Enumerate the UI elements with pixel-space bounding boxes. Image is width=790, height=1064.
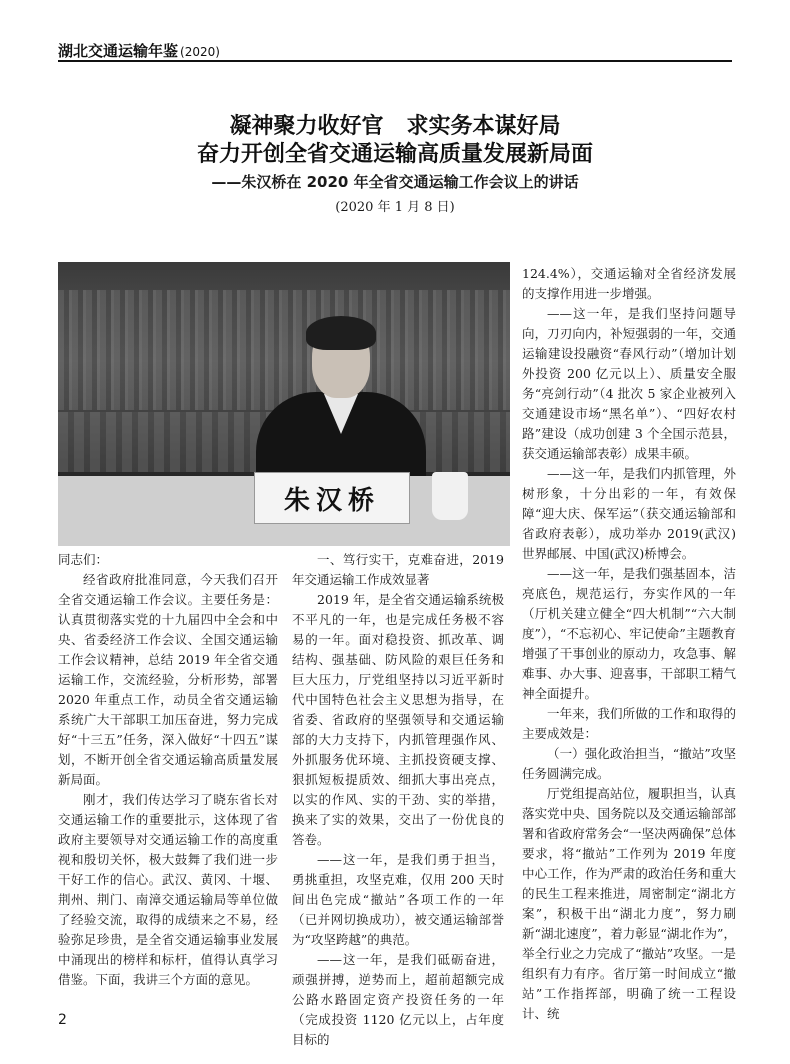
article-title-line-1: 凝神聚力收好官 求实务本谋好局 [229,113,561,139]
teacup-icon [432,472,468,520]
paragraph: 一年来，我们所做的工作和取得的主要成效是： [522,706,736,741]
paragraph: ——这一年，是我们勇于担当，勇挑重担，攻坚克难，仅用 200 天时间出色完成“撤站”各项工作的一年（已并网切换成功），被交通运输部誉为“攻坚跨越”的典范。 [292,852,504,947]
paragraph: ——这一年，是我们坚持问题导向，刀刃向内，补短强弱的一年，交通运输建设投融资“春风行动”（增加计划外投资 200 亿元以上）、质量安全服务“亮剑行动”（4 批次 5 家企业被列入交通建设市场“黑名单”）、“四好农村路”建设（成功创建 3 个全国示范县，获交通运输部表彰）成果丰硕。 [522,306,736,461]
section-heading: 一、笃行实干，克难奋进，2019 年交通运输工作成效显著 [292,552,504,587]
text-column-3 [522,264,736,1024]
paragraph: 厅党组提高站位，履职担当，认真落实党中央、国务院以及交通运输部部署和省政府常务会“一坚决两确保”总体要求，将“撤站”工作列为 2019 年度中心工作，作为严肃的政治任务和重大的民生工程来推进，周密制定“湖北方案”，积极干出“湖北力度”，努力刷新“湖北速度”，着力彰显“湖北作为”，举全行业之力完成了“撤站”攻坚。一是组织有力有序。省厅第一时间成立“撤站”工作指挥部，明确了统一工程设计、统 [522,786,736,1021]
header-rule [58,60,732,62]
page-number: 2 [58,1012,67,1028]
paragraph: 经省政府批准同意，今天我们召开全省交通运输工作会议。主要任务是：认真贯彻落实党的十九届四中全会和中央、省委经济工作会议、全国交通运输工作会议精神，总结 2019 年全省交通运输工作，交流经验，分析形势，部署 2020 年重点工作，动员全省交通运输系统广大干部职工加压奋进，努力完成好“十三五”任务，深入做好“十四五”谋划，不断开创全省交通运输高质量发展新局面。 [58,572,278,787]
publication-title: 湖北交通运输年鉴 [58,42,179,60]
paragraph: ——这一年，是我们砥砺奋进，顽强拼搏，逆势而上，超前超额完成公路水路固定资产投资任务的一年（完成投资 1120 亿元以上，占年度目标的 [292,952,504,1047]
paragraph: ——这一年，是我们强基固本，洁亮底色，规范运行，夯实作风的一年（厅机关建立健全“四大机制”“六大制度”），“不忘初心、牢记使命”主题教育增强了干事创业的原动力，攻急事、解难事、办大事、迎喜事，干部职工精气神全面提升。 [522,566,736,701]
article-title-block [58,112,732,218]
paragraph-continued: 124.4%），交通运输对全省经济发展的支撑作用进一步增强。 [522,266,736,301]
text-column-1 [58,550,278,990]
article-title-line-2: 奋力开创全省交通运输高质量发展新局面 [196,141,593,167]
salutation: 同志们： [58,552,109,567]
text-column-2 [292,550,504,1050]
article-subtitle: ——朱汉桥在 2020 年全省交通运输工作会议上的讲话 [211,173,579,191]
speaker-nameplate: 朱汉桥 [254,472,410,524]
speaker-photo [58,262,510,546]
paragraph: 2019 年，是全省交通运输系统极不平凡的一年，也是完成任务极不容易的一年。面对稳投资、抓改革、调结构、强基础、防风险的艰巨任务和巨大压力，厅党组坚持以习近平新时代中国特色社会主义思想为指导，在省委、省政府的坚强领导和交通运输部的大力支持下，内抓管理强作风、外抓服务优环境、主抓投资硬支撑、狠抓短板提质效、细抓大事出亮点，以实的作风、实的干劲、实的举措，换来了实的效果，交出了一份优良的答卷。 [292,592,504,847]
paragraph: 刚才，我们传达学习了晓东省长对交通运输工作的重要批示，这体现了省政府主要领导对交通运输工作的高度重视和殷切关怀，极大鼓舞了我们进一步干好工作的信心。武汉、黄冈、十堰、荆州、荆门、南漳交通运输局等单位做了经验交流，取得的成绩来之不易，经验弥足珍贵，是全省交通运输事业发展中涌现出的榜样和标杆，值得认真学习借鉴。下面，我讲三个方面的意见。 [58,792,278,987]
publication-year: (2020) [180,45,220,59]
subsection-heading: （一）强化政治担当，“撤站”攻坚任务圆满完成。 [522,746,736,781]
running-head [58,40,220,61]
paragraph: ——这一年，是我们内抓管理，外树形象，十分出彩的一年，有效保障“迎大庆、保军运”（获交通运输部和省政府表彰），成功举办 2019(武汉)世界邮展、中国(武汉)桥博会。 [522,466,736,561]
article-date: (2020 年 1 月 8 日) [335,200,455,215]
